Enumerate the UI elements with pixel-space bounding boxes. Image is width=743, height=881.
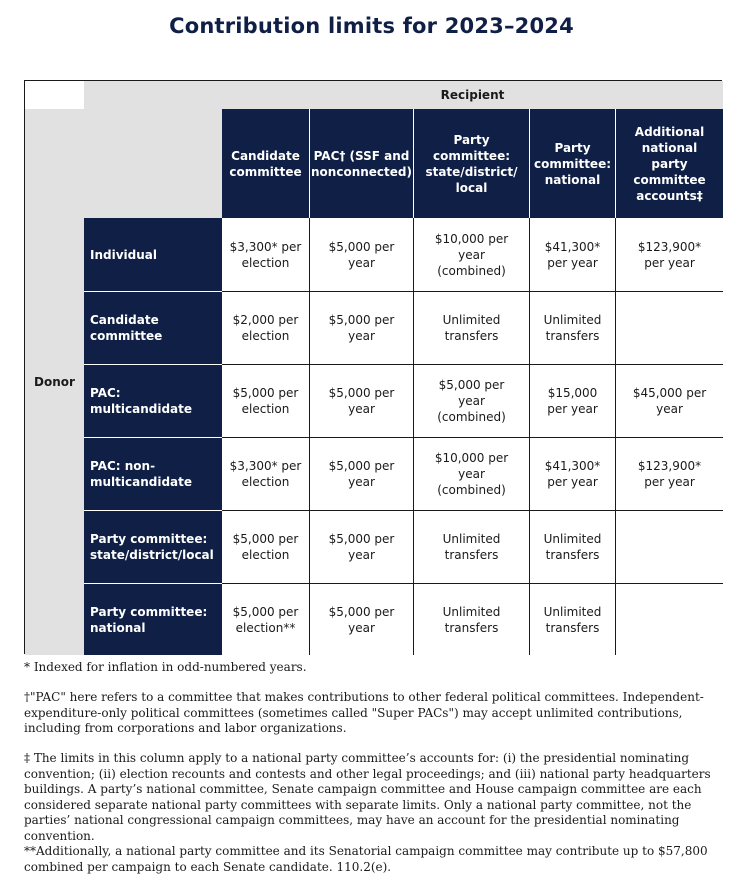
- table-cell: $5,000 per year: [309, 218, 413, 291]
- column-header-party-national: Party committee: national: [529, 109, 615, 218]
- table-cell: $41,300* per year: [529, 437, 615, 510]
- table-cell: Unlimited transfers: [413, 510, 529, 583]
- footnote-additional-accounts: ‡ The limits in this column apply to a national party committee’s accounts for: (i) the presidential nominating convention; (ii) election recounts and contests and other legal proceedings; and (iii) national party headquarters buildings. A party’s national committee, Senate campaign committee and House campaign committee are each considered separate national party committees with separate limits. Only a national party committee, not the parties’ national congressional campaign committees, may have an account for the presidential nominating convention.: [24, 751, 711, 843]
- row-header-pac-multicandidate: PAC: multicandidate: [84, 364, 222, 437]
- footnote-pac: †"PAC" here refers to a committee that makes contributions to other federal political committees. Independent-expenditure-only political committees (sometimes called "Super PACs") may accept unlimited contributions, including from corporations and labor organizations.: [24, 690, 704, 735]
- table-cell: Unlimited transfers: [529, 583, 615, 655]
- table-cell: $10,000 per year (combined): [413, 437, 529, 510]
- table-cell: $3,300* per election: [222, 437, 309, 510]
- table-cell: $5,000 per year: [309, 583, 413, 655]
- table-cell: $5,000 per election: [222, 510, 309, 583]
- table-cell: Unlimited transfers: [413, 291, 529, 364]
- table-cell: $45,000 per year: [615, 364, 723, 437]
- footnote-inflation: * Indexed for inflation in odd-numbered years.: [24, 660, 307, 674]
- table-cell: $2,000 per election: [222, 291, 309, 364]
- recipient-header: Recipient: [222, 81, 723, 109]
- table-cell: $5,000 per year: [309, 437, 413, 510]
- table-cell: $5,000 per year (combined): [413, 364, 529, 437]
- table-cell: $10,000 per year (combined): [413, 218, 529, 291]
- donor-header: Donor: [25, 109, 84, 655]
- table-cell: [615, 583, 723, 655]
- footnote-senate: **Additionally, a national party committee and its Senatorial campaign committee may contribute up to $57,800 combined per campaign to each Senate candidate. 110.2(e).: [24, 844, 708, 874]
- column-header-additional-accounts: Additional national party committee accounts‡: [615, 109, 723, 218]
- table-cell: $3,300* per election: [222, 218, 309, 291]
- table-cell: [615, 510, 723, 583]
- row-header-party-national: Party committee: national: [84, 583, 222, 655]
- column-header-candidate: Candidate committee: [222, 109, 309, 218]
- table-cell: $5,000 per election: [222, 364, 309, 437]
- column-header-party-state: Party committee: state/district/ local: [413, 109, 529, 218]
- table-cell: Unlimited transfers: [529, 291, 615, 364]
- row-header-individual: Individual: [84, 218, 222, 291]
- row-header-pac-non-multicandidate: PAC: non-multicandidate: [84, 437, 222, 510]
- row-header-candidate-committee: Candidate committee: [84, 291, 222, 364]
- column-header-pac: PAC† (SSF and nonconnected): [309, 109, 413, 218]
- table-cell: Unlimited transfers: [529, 510, 615, 583]
- table-cell: $5,000 per year: [309, 510, 413, 583]
- table-cell: $5,000 per year: [309, 364, 413, 437]
- page-title: Contribution limits for 2023–2024: [169, 14, 574, 38]
- table-cell: $41,300* per year: [529, 218, 615, 291]
- header-blank: [84, 81, 222, 109]
- table-cell: $5,000 per year: [309, 291, 413, 364]
- row-header-party-state-district-local: Party committee: state/district/local: [84, 510, 222, 583]
- table-cell: $15,000 per year: [529, 364, 615, 437]
- table-cell: $5,000 per election**: [222, 583, 309, 655]
- table-cell: $123,900* per year: [615, 437, 723, 510]
- table-cell: [615, 291, 723, 364]
- corner-blank: [84, 109, 222, 218]
- contribution-limits-table: [24, 80, 722, 654]
- table-cell: $123,900* per year: [615, 218, 723, 291]
- table-cell: Unlimited transfers: [413, 583, 529, 655]
